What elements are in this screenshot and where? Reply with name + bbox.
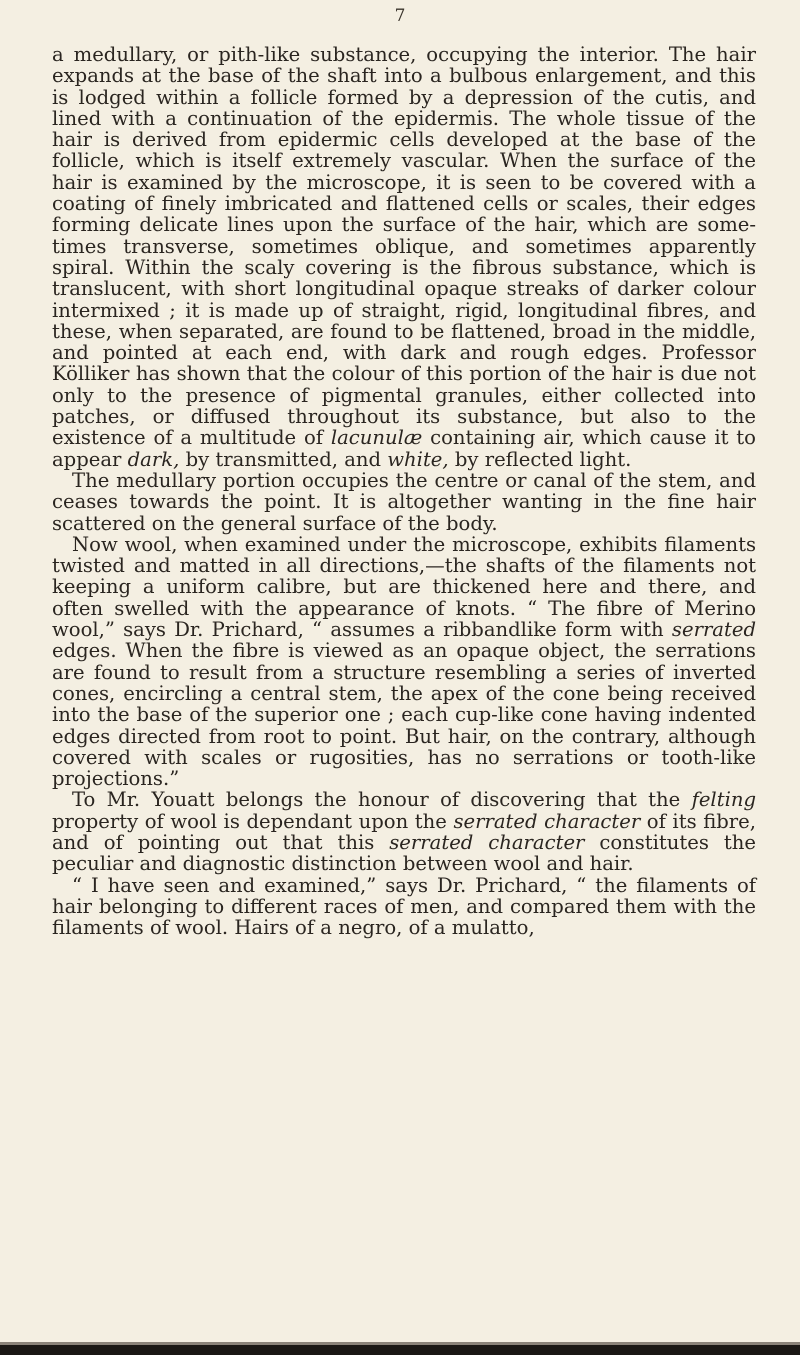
text-run: Now wool, when examined under the microscope, exhibits filaments twisted and matted in all directions,—the shafts of the filaments not keeping a uniform calibre, but are thickened here and there, and often swelled with the appearance of knots. “ The fibre of Merino wool,” says Dr. Prichard, “ assumes a ribbandlike form with — [52, 532, 756, 642]
italic-run: serrated character — [389, 830, 585, 854]
paragraph — [52, 875, 756, 939]
italic-run: serrated — [671, 618, 756, 642]
text-run: “ I have seen and examined,” says Dr. Prichard, “ the filaments of hair belonging to different races of men, and compared them with the filaments of wool. Hairs of a negro, of a mulatto, — [52, 873, 756, 940]
text-run: constitutes the peculiar and diagnostic distinction between wool and hair. — [52, 830, 756, 876]
paragraph — [52, 470, 756, 534]
text-run: of its fibre, and of pointing out that this — [52, 809, 756, 854]
text-run: The medullary portion occupies the centre or canal of the stem, and ceases towards the point. It is altogether wanting in the fine hair scattered on the general surface of the body. — [52, 468, 756, 535]
body-text — [52, 44, 756, 938]
text-run: edges. When the fibre is viewed as an opaque object, the serrations are found to result from a structure resembling a series of inverted cones, encircling a central stem, the apex of the cone being received into the base of the superior one ; each cup-like cone having indented edges directed from root to point. But hair, on the contrary, although covered with scales or rugosities, has no serrations or tooth-like projections.” — [52, 639, 756, 791]
paragraph — [52, 534, 756, 790]
text-run: property of wool is dependant upon the — [52, 809, 454, 833]
italic-run: serrated character — [453, 809, 641, 833]
page-bottom-edge — [0, 1345, 800, 1355]
paragraph — [52, 44, 756, 470]
paragraph — [52, 789, 756, 874]
text-run: a medullary, or pith-like substance, occupying the interior. The hair expands at the base of the shaft into a bulbous enlargement, and this is lodged within a follicle formed by a depression of the cutis, and lined with a continuation of the epidermis. The whole tissue of the hair is derived from epidermic cells developed at the base of the follicle, which is itself extremely vascular. When the surface of the hair is examined by the microscope, it is seen to be covered with a coating of finely imbricated and flattened cells or scales, their edges forming delicate lines upon the surface of the hair, which are sometimes transverse, sometimes oblique, and sometimes apparently spiral. Within the scaly covering is the fibrous substance, which is translucent, with short longitudinal opaque streaks of darker colour intermixed ; it is made up of straight, rigid, longitudinal fibres, and these, when separated, are found to be flattened, broad in the middle, and pointed at each end, with dark and rough edges. Professor Kölliker has shown that the colour of this portion of the hair is due not only to the presence of pigmental granules, either collected into patches, or diffused throughout its substance, but also to the existence of a multitude of — [52, 43, 756, 450]
italic-run: white, — [387, 447, 449, 471]
italic-run: felting — [691, 788, 756, 812]
text-run: by transmitted, and — [179, 447, 388, 471]
page-number: 7 — [394, 6, 406, 26]
text-run: containing air, which cause it to appear — [52, 426, 756, 471]
text-run: To Mr. Youatt belongs the honour of discovering that the — [72, 788, 692, 812]
italic-run: dark, — [127, 447, 180, 471]
italic-run: lacunulæ — [330, 426, 423, 450]
text-run: by reflected light. — [448, 447, 632, 471]
